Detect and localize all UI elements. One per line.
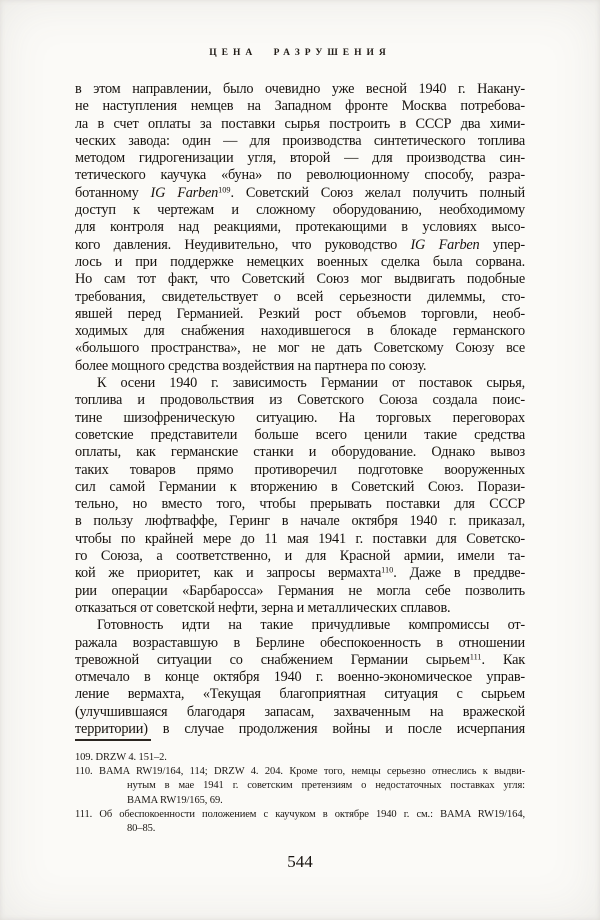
footnote-separator <box>75 739 151 741</box>
footnote-reference: 110 <box>381 565 394 575</box>
text-line: К осени 1940 г. зависимость Германии от поставок сырья, <box>97 375 525 392</box>
text-line: не наступления немцев на Западном фронте Москва потребова- <box>75 98 525 115</box>
text-line: чтобы по крайней мере до 11 мая 1941 г. поставки для Советско- <box>75 530 525 547</box>
footnote-line: 110. BAMA RW19/164, 114; DRZW 4. 204. Кроме того, немцы серьезно отнеслись к выдви- <box>75 766 525 778</box>
text-line: Но сам тот факт, что Советский Союз мог выдвигать подобные <box>75 271 525 288</box>
text-line: ление вермахта, «Текущая благоприятная ситуация с сырьем <box>75 686 525 703</box>
footnote-line: 109. DRZW 4. 151–2. <box>75 752 167 763</box>
text-line: требования, свидетельствует о всей серьезности дилеммы, сто- <box>75 288 525 305</box>
text-line: таких товаров прямо противоречил подготовке вооруженных <box>75 461 525 478</box>
text-line: ла в счет оплаты за поставки сырья построить в СССР два хими- <box>75 115 525 132</box>
text-line: явшей перед Германией. Резкий рост объемов торговли, необ- <box>75 305 525 322</box>
text-line: лось и при поддержке немецких военных сделка была сорвана. <box>75 253 525 270</box>
text-line: ходимых для снабжения находившегося в блокаде германского <box>75 323 525 340</box>
text-line: в пользу люфтваффе, Геринг в начале октября 1940 г. приказал, <box>75 513 525 530</box>
text-line: тине шизофреническую ситуацию. На торговых переговорах <box>75 409 525 426</box>
text-line: более мощного средства воздействия на партнера по союзу. <box>75 357 427 374</box>
footnote-reference: 111 <box>469 652 482 662</box>
footnote-line: BAMA RW19/165, 69. <box>127 794 223 806</box>
text-line: тетического каучука «буна» по революционному способу, разра- <box>75 167 525 184</box>
text-line: тревожной ситуации со снабжением Германии сырьем$^{111}$. Как <box>75 651 525 668</box>
text-line: кого давления. Неудивительно, что руководство IG Farben упер- <box>75 236 525 253</box>
footnotes <box>75 751 525 836</box>
text-line: сил самой Германии к вторжению в Советский Союз. Порази- <box>75 478 525 495</box>
text-line: топлива и продовольствия из Советского Союза создала поис- <box>75 392 525 409</box>
text-line: доступ к чертежам и сложному оборудованию, необходимому <box>75 202 525 219</box>
text-line: ражала возраставшую в Берлине обеспокоенность в отношении <box>75 634 525 651</box>
footnote-line: 111. Об обеспокоенности положением с каучуком в октябре 1940 г. см.: BAMA RW19/164, <box>75 808 525 820</box>
footnote-line: 80–85. <box>127 823 156 835</box>
text-line: Готовность идти на такие причудливые компромиссы от- <box>97 617 525 634</box>
footnote <box>75 751 525 765</box>
text-line: для контроля над реакциями, протекающими в условиях высо- <box>75 219 525 236</box>
text-line: методом гидрогенизации угля, второй — для производства син- <box>75 150 525 167</box>
italic-text: IG Farben <box>410 236 480 253</box>
text-line: оплаты, как германские станки и оборудование. Однако вывоз <box>75 444 525 461</box>
text-line: «большого пространства», не мог не дать Советскому Союзу все <box>75 340 525 357</box>
text-line: ботанному IG Farben$^{109}$. Советский Союз желал получить полный <box>75 184 525 201</box>
text-line: ческих завода: один — для производства синтетического топлива <box>75 132 525 149</box>
text-line: рии операции «Барбаросса» Германия не могла себе позволить <box>75 582 525 599</box>
page-number: 544 <box>287 852 313 871</box>
text-line: отказаться от советской нефти, зерна и металлических сплавов. <box>75 599 451 616</box>
running-header: ЦЕНА РАЗРУШЕНИЯ <box>209 48 391 58</box>
text-line: кой же приоритет, как и запросы вермахта$^{110}$. Даже в преддве- <box>75 565 526 582</box>
text-line: тельно, но вместо того, чтобы прерывать поставки для СССР <box>75 496 525 513</box>
body-text <box>75 81 525 738</box>
text-line: в этом направлении, было очевидно уже весной 1940 г. Накану- <box>75 81 525 97</box>
footnote-reference: 109 <box>218 185 231 195</box>
text-line: советские представители больше всего ценили такие средства <box>75 426 525 443</box>
footnote <box>75 765 525 808</box>
text-line: территории) в случае продолжения войны и после исчерпания <box>75 720 525 737</box>
italic-text: IG Farben <box>150 184 219 201</box>
footnote <box>75 808 525 836</box>
text-line: го Союза, а соответственно, и для Красной армии, имели та- <box>75 548 525 565</box>
text-line: (улучшившаяся благодаря запасам, захваченным на вражеской <box>75 703 525 720</box>
footnote-line: нутым в мае 1941 г. советским претензиям о недостаточных поставках угля: <box>127 780 525 792</box>
text-line: отмечало в конце октября 1940 г. военно-экономическое управ- <box>75 669 525 686</box>
